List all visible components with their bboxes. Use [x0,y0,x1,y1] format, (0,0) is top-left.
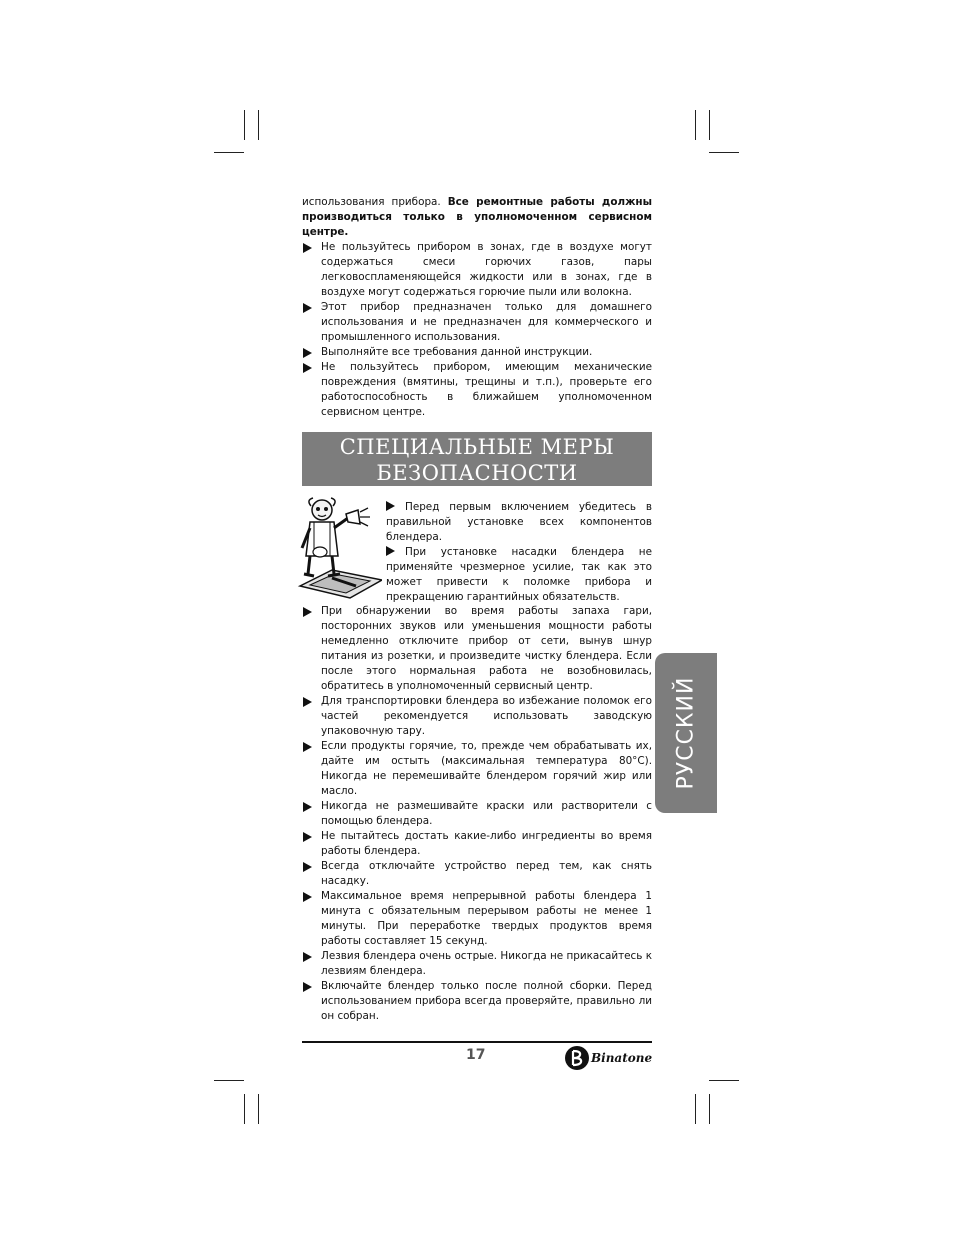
bullet-arrow-icon [303,742,312,752]
crop-mark [258,110,259,140]
section-title-banner [302,432,652,486]
language-side-tab [655,653,717,813]
bullet-arrow-icon [386,546,395,556]
bullet-arrow-icon [303,862,312,872]
list-item [302,360,652,420]
list-item-text: Всегда отключайте устройство перед тем, как снять насадку. [321,860,652,887]
intro-normal-text: использования прибора. [302,196,448,208]
list-item-text: Этот прибор предназначен только для домашнего использования и не предназначен для коммерческого и промышленного использования. [321,301,652,343]
bullet-arrow-icon [303,607,312,617]
footer-divider [302,1041,652,1043]
list-item [302,300,652,345]
list-item-text: Включайте блендер только после полной сборки. Перед использованием прибора всегда проверяйте, правильно ли он собран. [321,980,652,1022]
list-item-text: При установке насадки блендера не применяйте чрезмерное усилие, так как это может привести к поломке прибора и прекращению гарантийных обязательств. [386,546,652,603]
page-number: 17 [466,1047,486,1063]
bullet-arrow-icon [386,501,395,511]
list-item [302,889,652,949]
list-item-text: Для транспортировки блендера во избежание поломок его частей рекомендуется использовать заводскую упаковочную тару. [321,695,652,737]
bullet-arrow-icon [303,363,312,373]
list-item [386,545,652,605]
crop-mark [214,1080,244,1081]
list-item [302,979,652,1024]
bullet-arrow-icon [303,802,312,812]
intro-bold-text: Все ремонтные работы должны производиться только в уполномоченном сервисном центре. [302,196,652,238]
list-item-text: Лезвия блендера очень острые. Никогда не прикасайтесь к лезвиям блендера. [321,950,652,977]
list-item-text: Перед первым включением убедитесь в правильной установке всех компонентов блендера. [386,501,652,543]
section-title-line2: БЕЗОПАСНОСТИ [376,461,578,485]
section-title-line1: СПЕЦИАЛЬНЫЕ МЕРЫ [339,435,615,459]
list-item [302,859,652,889]
crop-mark [709,1094,710,1124]
intro-paragraph [302,195,652,240]
brand-name: Binatone [591,1051,653,1065]
crop-mark [695,1094,696,1124]
crop-mark [214,152,244,153]
repairman-illustration [296,494,382,602]
crop-mark [244,1094,245,1124]
bullet-arrow-icon [303,303,312,313]
list-item-text: Не пытайтесь достать какие-либо ингредиенты во время работы блендера. [321,830,652,857]
list-item [302,240,652,300]
bottom-bullet-list [302,604,652,1024]
crop-mark [709,152,739,153]
list-item-text: При обнаружении во время работы запаха гари, посторонних звуков или уменьшения мощности работы немедленно отключите прибор от сети, вынув шнур питания из розетки, и произведите чистку блендера. Если после этого нормальная работа не возобновилась, обратитесь в уполномоченный сервисный центр. [321,605,652,692]
crop-mark [709,1080,739,1081]
bullet-arrow-icon [303,243,312,253]
list-item [302,829,652,859]
brand-logo [564,1045,652,1071]
list-item [302,739,652,799]
crop-mark [258,1094,259,1124]
list-item-text: Выполняйте все требования данной инструкции. [321,346,593,358]
bullet-arrow-icon [303,982,312,992]
crop-mark [709,110,710,140]
bullet-arrow-icon [303,952,312,962]
language-tab-label: РУССКИЙ [673,676,699,790]
bullet-arrow-icon [303,697,312,707]
list-item [302,604,652,694]
binatone-logo-icon [564,1045,590,1071]
list-item-text: Максимальное время непрерывной работы блендера 1 минута с обязательным перерывом работы не менее 1 минуты. При переработке твердых продуктов время работы составляет 15 секунд. [321,890,652,947]
list-item [302,799,652,829]
list-item-text: Не пользуйтесь прибором в зонах, где в воздухе могут содержаться смеси горючих газов, пары легковоспламеняющейся жидкости или в зонах, где в воздухе могут содержаться горючие пыли или волокна. [321,241,652,298]
bullet-arrow-icon [303,892,312,902]
list-item-text: Не пользуйтесь прибором, имеющим механические повреждения (вмятины, трещины и т.п.), проверьте его работоспособность в ближайшем уполномоченном сервисном центре. [321,361,652,418]
side-bullet-list [386,500,652,605]
crop-mark [695,110,696,140]
list-item-text: Никогда не размешивайте краски или растворители с помощью блендера. [321,800,652,827]
list-item [302,949,652,979]
crop-mark [244,110,245,140]
list-item [386,500,652,545]
bullet-arrow-icon [303,832,312,842]
bullet-arrow-icon [303,348,312,358]
list-item-text: Если продукты горячие, то, прежде чем обрабатывать их, дайте им остыть (максимальная температура 80°С). Никогда не перемешивайте блендером горячий жир или масло. [321,740,652,797]
top-bullet-list [302,240,652,420]
list-item [302,345,652,360]
list-item [302,694,652,739]
